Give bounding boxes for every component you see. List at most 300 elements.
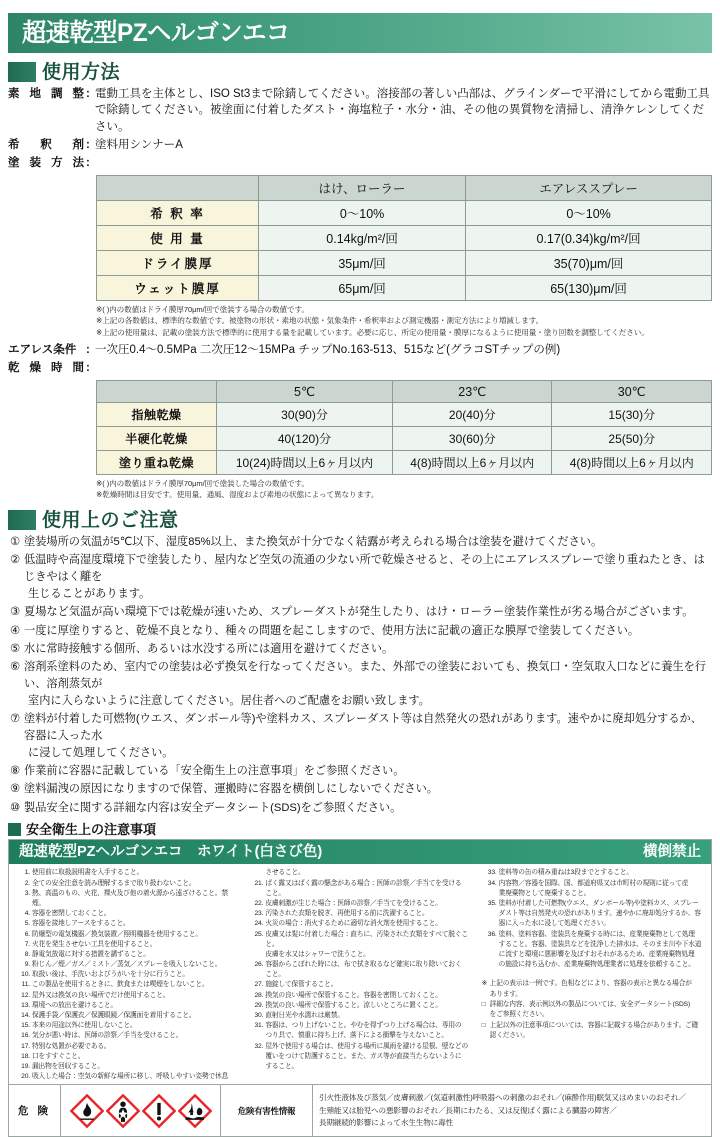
note-marker xyxy=(482,1031,490,1041)
safety-tail-note xyxy=(482,1021,705,1031)
precaution-text: 防爆型の電気機器／換気装置／照明機器を使用すること。 xyxy=(32,930,202,938)
caution-number: ③ xyxy=(10,606,21,619)
caution-number: ⑤ xyxy=(10,642,21,655)
caution-item xyxy=(10,659,710,709)
precaution-number xyxy=(482,960,499,970)
table-cell: 4(8)時間以上6ヶ月以内 xyxy=(393,450,552,474)
precaution-number: 23. xyxy=(254,910,264,918)
precaution-text: させること。 xyxy=(265,869,305,877)
table-row xyxy=(97,450,712,474)
section-marker-icon xyxy=(8,510,36,530)
note-marker: □ xyxy=(481,1021,486,1029)
safety-tail-notes xyxy=(482,979,705,1041)
table-cell: 65μm/回 xyxy=(259,275,466,300)
precaution-text: 換気の良い場所で保管すること。容器を密閉しておくこと。 xyxy=(265,991,442,999)
precaution-number: 5. xyxy=(24,920,30,928)
precaution-item xyxy=(15,868,238,878)
precaution-item xyxy=(248,879,471,889)
precaution-item xyxy=(248,930,471,950)
precaution-item xyxy=(15,950,238,960)
precaution-item xyxy=(248,1001,471,1011)
precaution-text: 容器を密閉しておくこと。 xyxy=(32,910,111,918)
precaution-text: 熱、高温のもの、火花、裸火及び他の着火源から遠ざけること。禁煙。 xyxy=(32,889,228,907)
caution-line: 生じることがあります。 xyxy=(28,588,151,601)
table-col-header: 30℃ xyxy=(552,380,712,402)
table-cell: 0〜10% xyxy=(466,200,712,225)
table-cell: 40(120)分 xyxy=(217,426,393,450)
hazard-statement-line: 引火性液体及び蒸気／皮膚刺激／(気道刺激性)呼吸器への刺激のおそれ／(麻酔作用)眠気又はめまいのおそれ／ xyxy=(319,1093,686,1103)
precaution-number xyxy=(248,1062,265,1072)
cautions-list xyxy=(10,534,710,816)
precaution-item xyxy=(15,1062,238,1072)
note-text: あります。 xyxy=(489,990,522,998)
caution-number: ① xyxy=(10,536,21,549)
section-title-usage: 使用方法 xyxy=(42,61,121,83)
caution-item xyxy=(10,800,710,817)
precaution-item xyxy=(248,889,471,899)
precaution-number: 4. xyxy=(24,910,30,918)
section-header-cautions xyxy=(8,510,720,530)
precaution-number: 26. xyxy=(254,961,264,969)
caution-line: 水に常時接触する個所、あるいは水没する所には適用を避けてください。 xyxy=(24,642,394,655)
table-cell: 65(130)μm/回 xyxy=(466,275,712,300)
precaution-text: 直射日光や水濡れは厳禁。 xyxy=(265,1012,344,1019)
caution-item xyxy=(10,781,710,798)
precaution-number: 24. xyxy=(254,920,264,928)
table-row xyxy=(97,402,712,426)
spec-value-airless-conditions: 一次圧0.4〜0.5MPa 二次圧12〜15MPa チップNo.163-513、515など(グラコSTチップの例) xyxy=(95,343,561,356)
precaution-item xyxy=(15,1011,238,1021)
health-hazard-icon xyxy=(106,1094,140,1128)
note-text: 上記以外の注意事項については、容器に記載する場合があります。ご確 xyxy=(489,1021,699,1029)
precaution-item xyxy=(15,879,238,889)
caution-number: ⑨ xyxy=(10,783,21,796)
caution-text xyxy=(24,711,710,761)
precaution-text: 火災の場合：消火するために適切な消火剤を使用すること。 xyxy=(265,920,442,928)
table-row-header: 半硬化乾燥 xyxy=(97,426,217,450)
precaution-number xyxy=(248,1031,265,1041)
precaution-number: 1. xyxy=(24,869,30,877)
safety-tail-note xyxy=(482,979,705,989)
precaution-text: の施設に持ち込むか、産業廃棄物処理業者に処理を依頼すること。 xyxy=(498,961,695,969)
precaution-item xyxy=(15,1021,238,1031)
precaution-text: 皮膚又は髪に付着した場合：直ちに、汚染された衣類をすべて脱ぐこと。 xyxy=(265,930,468,948)
table-cell: 0.17(0.34)kg/m²/回 xyxy=(466,225,712,250)
precaution-item xyxy=(482,909,705,919)
precaution-number: 27. xyxy=(254,981,264,989)
precaution-number: 14. xyxy=(21,1012,30,1019)
precaution-item xyxy=(15,970,238,980)
table-row xyxy=(97,225,712,250)
precaution-item xyxy=(248,909,471,919)
precaution-number: 29. xyxy=(254,1001,264,1009)
table-note: ※上記の使用量は、記載の塗装方法で標準的に使用する量を記載しています。必要に応じ、所定の使用量・膜厚になるように使用量・塗り回数を調整してください。 xyxy=(96,328,649,338)
precaution-text: 施錠して保管すること。 xyxy=(265,981,338,989)
precaution-item xyxy=(15,930,238,940)
precaution-number xyxy=(482,889,499,899)
precaution-text: ダスト等は自然発火の恐れがあります。速やかに廃却処分するか、容 xyxy=(498,910,701,918)
precaution-text: 静電気放電に対する措置を講ずること。 xyxy=(32,950,150,958)
precaution-text: 屋外で使用する場合は、使用する場所に風雨を避ける屋根、壁などの xyxy=(265,1042,468,1050)
precaution-item xyxy=(15,960,238,970)
precaution-number: 2. xyxy=(24,879,30,887)
precaution-text: 環境への放出を避けること。 xyxy=(32,1001,117,1009)
table-note: ※( )内の数値はドライ膜厚70μm/回で塗装した場合の数値です。 xyxy=(96,478,309,488)
spec-colon: : xyxy=(86,138,90,151)
table-row-header: ウェット膜厚 xyxy=(97,275,259,300)
precaution-text: 皮膚を水又はシャワーで洗うこと。 xyxy=(265,950,370,958)
precaution-text: 業廃棄物として廃棄すること。 xyxy=(498,889,591,897)
precaution-number: 20. xyxy=(21,1073,30,1081)
hazard-statements xyxy=(313,1085,711,1136)
spec-surface-prep xyxy=(8,86,712,135)
precaution-item xyxy=(15,909,238,919)
precaution-item xyxy=(15,980,238,990)
precaution-text: 屋外又は換気の良い場所でだけ使用すること。 xyxy=(32,991,170,999)
precaution-number: 19. xyxy=(21,1062,30,1070)
coating-method-table-wrap xyxy=(96,175,712,301)
caution-item xyxy=(10,711,710,761)
hazard-row xyxy=(9,1084,711,1136)
caution-line: 溶剤系塗料のため、室内での塗装は必ず換気を行なってください。また、外部での塗装においても、換気口・空気取入口などに養生を行い、溶剤蒸気が xyxy=(24,661,706,690)
precaution-item xyxy=(248,1042,471,1052)
precaution-column-3 xyxy=(482,868,705,1082)
drying-table-notes xyxy=(96,478,712,502)
table-header-row xyxy=(97,175,712,200)
caution-text xyxy=(24,534,710,551)
safety-tail-note xyxy=(482,990,705,1000)
caution-text xyxy=(24,659,710,709)
precaution-text: ばく露又はばく露の懸念がある場合：医師の診察／手当てを受ける xyxy=(265,879,462,887)
precaution-number: 32. xyxy=(254,1042,264,1050)
precaution-number: 16. xyxy=(21,1032,30,1040)
precaution-item xyxy=(482,919,705,929)
precaution-text: 特別な処置が必要である。 xyxy=(32,1042,111,1050)
caution-number: ⑥ xyxy=(10,661,21,674)
caution-line: に浸して処理してください。 xyxy=(28,746,174,759)
precaution-item xyxy=(248,1021,471,1031)
coating-method-table xyxy=(96,175,712,301)
table-cell: 0〜10% xyxy=(259,200,466,225)
hazard-statement-line: 長期継続的影響によって水生生物に毒性 xyxy=(319,1117,453,1127)
drying-time-table xyxy=(96,380,712,475)
precaution-number: 34. xyxy=(487,879,497,887)
precaution-number: 22. xyxy=(254,899,264,907)
precaution-item xyxy=(482,889,705,899)
safety-tail-note xyxy=(482,1000,705,1010)
precaution-column-2 xyxy=(248,868,471,1082)
flame-icon xyxy=(70,1094,104,1128)
table-corner-cell xyxy=(97,380,217,402)
table-row xyxy=(97,275,712,300)
precaution-text: 火花を発生させない工具を使用すること。 xyxy=(32,940,157,948)
section-title-cautions: 使用上のご注意 xyxy=(42,509,179,531)
precaution-number: 6. xyxy=(24,930,30,938)
drying-time-table-wrap xyxy=(96,380,712,475)
hazard-info-label: 危険有害性情報 xyxy=(221,1085,313,1136)
caution-line: 作業前に容器に記載している「安全衛生上の注意事項」をご参照ください。 xyxy=(24,764,405,777)
precaution-item xyxy=(15,991,238,1001)
precaution-number: 31. xyxy=(254,1022,264,1030)
precaution-item xyxy=(248,970,471,980)
precaution-number xyxy=(482,909,499,919)
spec-coating-method xyxy=(8,155,712,171)
caution-item xyxy=(10,641,710,658)
environment-icon xyxy=(178,1094,212,1128)
safety-box xyxy=(8,839,712,1137)
precaution-number: 25. xyxy=(254,930,264,938)
caution-text xyxy=(24,604,710,621)
spec-drying-time xyxy=(8,360,712,376)
spec-label-thinner: 希 釈 剤 xyxy=(8,138,84,151)
precaution-item xyxy=(248,868,471,878)
precaution-item xyxy=(482,960,705,970)
precaution-text: 覆いをつけて防護すること。また、ガス等が直接当たらないように xyxy=(265,1052,462,1060)
precaution-item xyxy=(482,879,705,889)
table-cell: 35μm/回 xyxy=(259,250,466,275)
table-cell: 35(70)μm/回 xyxy=(466,250,712,275)
precaution-text: 気分が悪い時は、医師の診察／手当を受けること。 xyxy=(32,1032,183,1040)
note-marker xyxy=(482,990,490,1000)
safety-warning-label: 横倒禁止 xyxy=(643,844,701,861)
page-title: 超速乾型PZヘルゴンエコ xyxy=(22,18,290,47)
caution-item xyxy=(10,534,710,551)
safety-tail-note xyxy=(482,1031,705,1041)
precaution-number: 7. xyxy=(24,940,30,948)
spec-value-line: 電動工具を主体とし、ISO St3まで除錆してください。溶接部の著しい凸部は、グラインダーで平滑にしてから電動工具 xyxy=(95,88,710,100)
precaution-number: 12. xyxy=(21,991,30,999)
table-note: ※乾燥時間は目安です。使用量、通風、湿度および素地の状態によって異なります。 xyxy=(96,490,379,500)
precaution-item xyxy=(482,940,705,950)
spec-value-surface-prep xyxy=(95,86,712,135)
precaution-text: 皮膚刺激が生じた場合：医師の診察／手当てを受けること。 xyxy=(265,899,442,907)
precaution-number: 36. xyxy=(487,930,497,938)
precaution-item xyxy=(482,930,705,940)
precaution-item xyxy=(15,1072,238,1082)
spec-airless-conditions xyxy=(8,342,712,358)
hazard-signal-word: 危 険 xyxy=(9,1085,61,1136)
caution-text xyxy=(24,552,710,602)
section-marker-icon xyxy=(8,823,21,836)
section-title-safety: 安全衛生上の注意事項 xyxy=(26,822,157,838)
precaution-number: 9. xyxy=(24,961,30,969)
precaution-text: 塗料等の缶の積み重ねは3段までとすること。 xyxy=(498,869,633,877)
precaution-text: こと。 xyxy=(265,971,285,979)
precaution-text: 漏出物を回収すること。 xyxy=(32,1062,104,1070)
precaution-item xyxy=(248,1062,471,1072)
table-col-header: はけ、ローラー xyxy=(259,175,466,200)
precaution-text: 器に入った水に浸して処理ください。 xyxy=(498,920,610,928)
precaution-text: に流すと環境に悪影響を及ぼすおそれがあるため、産業廃棄物処理 xyxy=(498,950,695,958)
table-row xyxy=(97,426,712,450)
table-header-row xyxy=(97,380,712,402)
precaution-number: 18. xyxy=(21,1052,30,1060)
coating-table-notes xyxy=(96,304,712,339)
precaution-number: 15. xyxy=(21,1022,30,1030)
caution-line: 塗装場所の気温が5℃以下、湿度85%以上、また換気が十分でなく結露が考えられる場合は塗装を避けてください。 xyxy=(24,536,603,549)
precaution-number xyxy=(482,950,499,960)
spec-thinner xyxy=(8,137,712,153)
precaution-columns xyxy=(9,864,711,1084)
table-row xyxy=(97,200,712,225)
table-note: ※( )内の数値はドライ膜厚70μm/回で塗装する場合の数値です。 xyxy=(96,304,309,314)
spec-colon: : xyxy=(86,88,90,100)
precaution-number xyxy=(248,950,265,960)
precaution-item xyxy=(248,919,471,929)
caution-item xyxy=(10,552,710,602)
precaution-number: 30. xyxy=(254,1012,264,1019)
table-row-header: 使 用 量 xyxy=(97,225,259,250)
precaution-text: 容器は、つり上げないこと。やむを得ずつり上げる場合は、専用の xyxy=(265,1022,462,1030)
precaution-item xyxy=(248,980,471,990)
precaution-number: 33. xyxy=(487,869,497,877)
note-text: 上記の表示は一例です。色相などにより、容器の表示と異なる場合が xyxy=(489,980,692,988)
precaution-item xyxy=(248,899,471,909)
table-cell: 15(30)分 xyxy=(552,402,712,426)
spec-colon: : xyxy=(86,343,90,356)
precaution-item xyxy=(248,960,471,970)
precaution-number: 21. xyxy=(254,879,264,887)
note-text: 認ください。 xyxy=(489,1032,529,1040)
precaution-item xyxy=(482,899,705,909)
precaution-item xyxy=(248,991,471,1001)
precaution-text: 使用前に取扱説明書を入手すること。 xyxy=(32,869,144,877)
precaution-text: 容器からこぼれた時には、布で拭き取るなど確実に取り除いておく xyxy=(265,961,462,969)
caution-text xyxy=(24,800,710,817)
section-marker-icon xyxy=(8,62,36,82)
note-marker: ※ xyxy=(481,980,488,988)
precaution-item xyxy=(248,1052,471,1062)
precaution-item xyxy=(248,1011,471,1021)
table-cell: 30(90)分 xyxy=(217,402,393,426)
table-cell: 10(24)時間以上6ヶ月以内 xyxy=(217,450,393,474)
precaution-item xyxy=(482,950,705,960)
spec-value-line: で除錆してください。被塗面に付着したダスト・海塩粒子・水分・油、その他の異質物を清掃し、清浄ケレンしてください。 xyxy=(95,104,704,133)
hazard-statement-line: 生殖能又は胎児への悪影響のおそれ／長期にわたる、又は反復ばく露による臓器の障害／ xyxy=(319,1105,617,1115)
product-title-banner xyxy=(8,13,712,53)
table-cell: 25(50)分 xyxy=(552,426,712,450)
precaution-column-1 xyxy=(15,868,238,1082)
precaution-text: 全ての安全注意を読み理解するまで取り扱わないこと。 xyxy=(32,879,196,887)
spec-label-airless-conditions: エアレス条件 xyxy=(8,343,77,356)
precaution-number: 11. xyxy=(21,981,30,989)
caution-line: 製品安全に関する詳細な内容は安全データシート(SDS)をご参照ください。 xyxy=(24,801,402,814)
precaution-text: 塗料が付着した可燃物(ウエス、ダンボール等)や塗料カス、スプレー xyxy=(498,899,699,907)
precaution-text: 粉じん／煙／ガス／ミスト／蒸気／スプレーを吸入しないこと。 xyxy=(32,961,222,969)
spec-label-surface-prep: 素 地 調 整 xyxy=(8,88,84,100)
table-col-header: 5℃ xyxy=(217,380,393,402)
table-col-header: 23℃ xyxy=(393,380,552,402)
caution-text xyxy=(24,641,710,658)
precaution-text: 吸入した場合：空気の新鮮な場所に移し、呼吸しやすい姿勢で休息 xyxy=(32,1073,229,1081)
caution-text xyxy=(24,781,710,798)
caution-number: ⑩ xyxy=(10,801,21,814)
safety-product-bar xyxy=(9,840,711,864)
precaution-number: 35. xyxy=(487,899,497,907)
precaution-item xyxy=(248,950,471,960)
caution-item xyxy=(10,763,710,780)
precaution-item xyxy=(15,1042,238,1052)
precaution-item xyxy=(482,868,705,878)
precaution-number xyxy=(482,940,499,950)
table-note: ※上記の各数値は、標準的な数値です。被塗物の形状・素地の状態・気象条件・希釈率および測定機器・測定方法により増減します。 xyxy=(96,316,544,326)
table-row-header: 塗り重ね乾燥 xyxy=(97,450,217,474)
precaution-number: 10. xyxy=(21,971,30,979)
precaution-text: 汚染された衣類を脱ぎ、再使用する前に洗濯すること。 xyxy=(265,910,429,918)
safety-tail-note xyxy=(482,1010,705,1020)
precaution-number: 13. xyxy=(21,1001,30,1009)
safety-product-name: 超速乾型PZヘルゴンエコ ホワイト(白さび色) xyxy=(19,844,323,861)
precaution-item xyxy=(15,919,238,929)
spec-colon: : xyxy=(86,157,90,170)
caution-line: 室内に入らないように注意してください。居住者へのご配慮をお願い致します。 xyxy=(28,694,430,707)
precaution-text: すること。容器、塗装具などを洗浄した排水は、そのまま川や下水道 xyxy=(498,940,702,948)
precaution-text: 容器を接地しアースをすること。 xyxy=(32,920,130,928)
precaution-number: 8. xyxy=(24,950,30,958)
spec-label-drying-time: 乾 燥 時 間 xyxy=(8,362,84,375)
precaution-text: 口をすすぐこと。 xyxy=(32,1052,85,1060)
caution-item xyxy=(10,623,710,640)
note-marker xyxy=(482,1010,490,1020)
precaution-item xyxy=(15,940,238,950)
table-cell: 30(60)分 xyxy=(393,426,552,450)
precaution-number: 28. xyxy=(254,991,264,999)
exclamation-icon xyxy=(142,1094,176,1128)
precaution-number: 17. xyxy=(21,1042,30,1050)
precaution-text: 取扱い後は、手洗いおよびうがいを十分に行うこと。 xyxy=(32,971,189,979)
caution-text xyxy=(24,763,710,780)
precaution-number xyxy=(248,889,265,899)
caution-number: ⑦ xyxy=(10,713,21,726)
note-text: 詳細な内容、表示例以外の製品については、安全データシート(SDS) xyxy=(489,1001,691,1008)
precaution-item xyxy=(248,1031,471,1041)
ghs-pictogram-group xyxy=(61,1085,221,1136)
table-row xyxy=(97,250,712,275)
note-marker: □ xyxy=(481,1001,486,1008)
section-header-usage xyxy=(8,62,720,82)
caution-number: ⑧ xyxy=(10,764,21,777)
caution-text xyxy=(24,623,710,640)
precaution-text: 保護手袋／保護衣／保護眼鏡／保護面を着用すること。 xyxy=(32,1012,196,1019)
table-row-header: 指触乾燥 xyxy=(97,402,217,426)
precaution-text: この製品を使用するときに、飲食または喫煙をしないこと。 xyxy=(32,981,209,989)
spec-value-thinner: 塗料用シンナーA xyxy=(95,138,183,151)
precaution-text: 本来の用途以外に使用しないこと。 xyxy=(32,1022,137,1030)
caution-number: ② xyxy=(10,554,21,567)
caution-line: 塗料漏洩の原因になりますので保管、運搬時に容器を横倒しにしないでください。 xyxy=(24,783,438,796)
precaution-item xyxy=(15,1001,238,1011)
precaution-number xyxy=(248,1052,265,1062)
precaution-text: つり具で、慎重に持ち上げ、落下による衝撃を与えないこと。 xyxy=(265,1032,448,1040)
precaution-item xyxy=(15,1031,238,1041)
table-cell: 20(40)分 xyxy=(393,402,552,426)
precaution-text: 塗料、塗料容器、塗装具を廃棄する時には、産業廃棄物として処理 xyxy=(498,930,695,938)
precaution-text: すること。 xyxy=(265,1062,299,1070)
caution-line: 低温時や高湿度環境下で塗装したり、屋内など空気の流通の少ない所で乾燥させると、その上にエアレススプレーで塗り重ねたとき、はじきやはく離を xyxy=(24,554,705,584)
precaution-number xyxy=(248,868,265,878)
precaution-item xyxy=(15,889,238,909)
table-corner-cell xyxy=(97,175,259,200)
precaution-text: 換気の良い場所で保管すること。涼しいところに置くこと。 xyxy=(265,1001,442,1009)
section-header-safety xyxy=(8,823,720,836)
precaution-number xyxy=(482,919,499,929)
spec-label-coating-method: 塗 装 方 法 xyxy=(8,157,84,170)
precaution-text: 内容物／容器を国際、国、都道府県又は市町村の規則に従って産 xyxy=(498,879,689,887)
caution-number: ④ xyxy=(10,624,21,637)
table-col-header: エアレススプレー xyxy=(466,175,712,200)
spec-colon: : xyxy=(86,362,90,375)
table-row-header: 希 釈 率 xyxy=(97,200,259,225)
